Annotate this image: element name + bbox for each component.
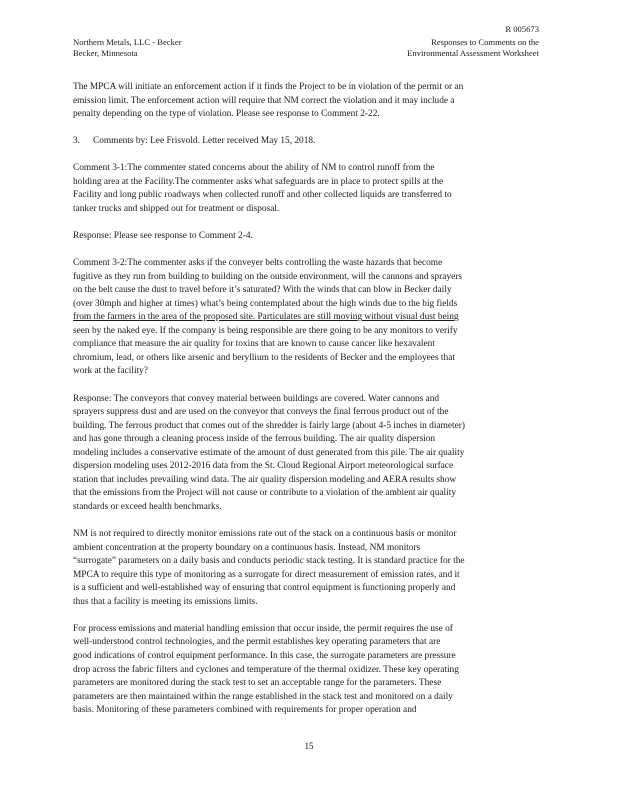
text-line: (over 30mph and higher at times) what’s being contemplated about the high winds due to the big fields xyxy=(73,298,458,309)
text-line: holding area at the Facility.The commenter asks what safeguards are in place to protect spills at the xyxy=(73,176,444,187)
text-line: is a sufficient and well-established way of ensuring that control equipment is functioning properly and xyxy=(73,583,456,594)
text-line: “surrogate” parameters on a daily basis and conducts periodic stack testing. It is standard practice for the xyxy=(73,556,465,567)
document-number: R 005673 xyxy=(505,24,539,34)
comment-3-2 xyxy=(73,257,545,379)
text-line: tanker trucks and shipped out for treatment or disposal. xyxy=(73,203,280,214)
text-line: sprayers suppress dust and are used on the conveyor that conveys the final ferrous product out of the xyxy=(73,407,449,418)
text-line: The MPCA will initiate an enforcement action if it finds the Project to be in violation of the permit or an xyxy=(73,82,464,92)
header-company: Northern Metals, LLC - Becker xyxy=(73,37,182,47)
text-line: good indications of control equipment performance. In this case, the surrogate parameters are pressure xyxy=(73,650,456,661)
text-line: Comment 3-2:The commenter asks if the conveyer belts controlling the waste hazards that become xyxy=(73,258,443,269)
text-line: parameters are then maintained within the range established in the stack test and monitored on a daily xyxy=(73,691,453,702)
text-line: building. The ferrous product that comes out of the shredder is fairly large (about 4-5 inches in diameter) xyxy=(73,420,465,431)
paragraph-monitoring xyxy=(73,528,545,609)
header-title-line1: Responses to Comments on the xyxy=(431,37,539,47)
text-line: work at the facility? xyxy=(73,366,148,377)
header-location: Becker, Minnesota xyxy=(73,47,138,58)
header-title-line2: Environmental Assessment Worksheet xyxy=(407,47,539,58)
text-line: that the emissions from the Project will not cause or contribute to a violation of the ambient air quality xyxy=(73,488,457,499)
text-line: seen by the naked eye. If the company is being responsible are there going to be any monitors to verify xyxy=(73,325,458,336)
response-3-2 xyxy=(73,393,545,515)
section-number: 3. xyxy=(73,136,81,147)
text-line: NM is not required to directly monitor emissions rate out of the stack on a continuous basis or monitor xyxy=(73,529,457,540)
text-line: fugitive as they run from building to building on the outside environment, will the cannons and sprayers xyxy=(73,271,462,282)
text-line: Comment 3-1:The commenter stated concerns about the ability of NM to control runoff from the xyxy=(73,163,435,174)
document-body xyxy=(73,81,545,731)
text-line: parameters are monitored during the stack test to set an acceptable range for the parameters. These xyxy=(73,678,442,689)
text-line: drop across the fabric filters and cyclones and temperature of the thermal oxidizer. These key operating xyxy=(73,664,459,675)
text-line: ambient concentration at the property boundary on a continuous basis. Instead, NM monitors xyxy=(73,542,421,553)
text-line: chromium, lead, or others like arsenic and beryllium to the residents of Becker and the employees that xyxy=(73,352,455,363)
comment-3-1 xyxy=(73,162,545,216)
text-line: station that includes prevailing wind data. The air quality dispersion modeling and AERA results show xyxy=(73,474,457,485)
section-title: Comments by: Lee Frisvold. Letter received May 15, 2018. xyxy=(93,136,316,147)
text-line: on the belt cause the dust to travel before it’s saturated? With the winds that can blow in Becker daily xyxy=(73,285,452,296)
text-line: Facility and long public roadways when collected runoff and other collected liquids are transferred to xyxy=(73,190,452,201)
section-heading-3 xyxy=(73,135,545,149)
text-line: thus that a facility is meeting its emissions limits. xyxy=(73,596,258,607)
text-line: dispersion modeling uses 2012-2016 data from the St. Cloud Regional Airport meteorological surface xyxy=(73,461,454,472)
text-line: basis. Monitoring of these parameters combined with requirements for proper operation and xyxy=(73,705,417,716)
text-line: penalty depending on the type of violation. Please see response to Comment 2-22. xyxy=(73,109,380,120)
paragraph-enforcement xyxy=(73,81,545,122)
text-line: emission limit. The enforcement action will require that NM correct the violation and it may include a xyxy=(73,95,455,106)
text-line: MPCA to require this type of monitoring as a surrogate for direct measurement of emission rates, and it xyxy=(73,569,460,580)
header-right xyxy=(407,37,539,58)
header-left xyxy=(73,37,182,58)
page-number: 15 xyxy=(304,741,314,751)
text-line: modeling includes a conservative estimate of the amount of dust generated from this pile. The air quality xyxy=(73,447,465,458)
text-line: and has gone through a cleaning process inside of the ferrous building. The air quality dispersion xyxy=(73,434,436,445)
text-line-underlined: from the farmers in the area of the proposed site. Particulates are still moving without visual dust being xyxy=(73,312,459,323)
paragraph-process-emissions xyxy=(73,623,545,718)
response-3-1: Response: Please see response to Comment 2-4. xyxy=(73,231,253,242)
text-line: Response: The conveyors that convey material between buildings are covered. Water cannons and xyxy=(73,393,440,404)
text-line: For process emissions and material handling emission that occur inside, the permit requires the use of xyxy=(73,623,453,634)
text-line: compliance that measure the air quality for toxins that are known to cause cancer like hexavalent xyxy=(73,339,435,350)
text-line: standards or exceed health benchmarks. xyxy=(73,501,222,512)
text-line: well-understood control technologies, and the permit establishes key operating parameters that are xyxy=(73,637,441,648)
